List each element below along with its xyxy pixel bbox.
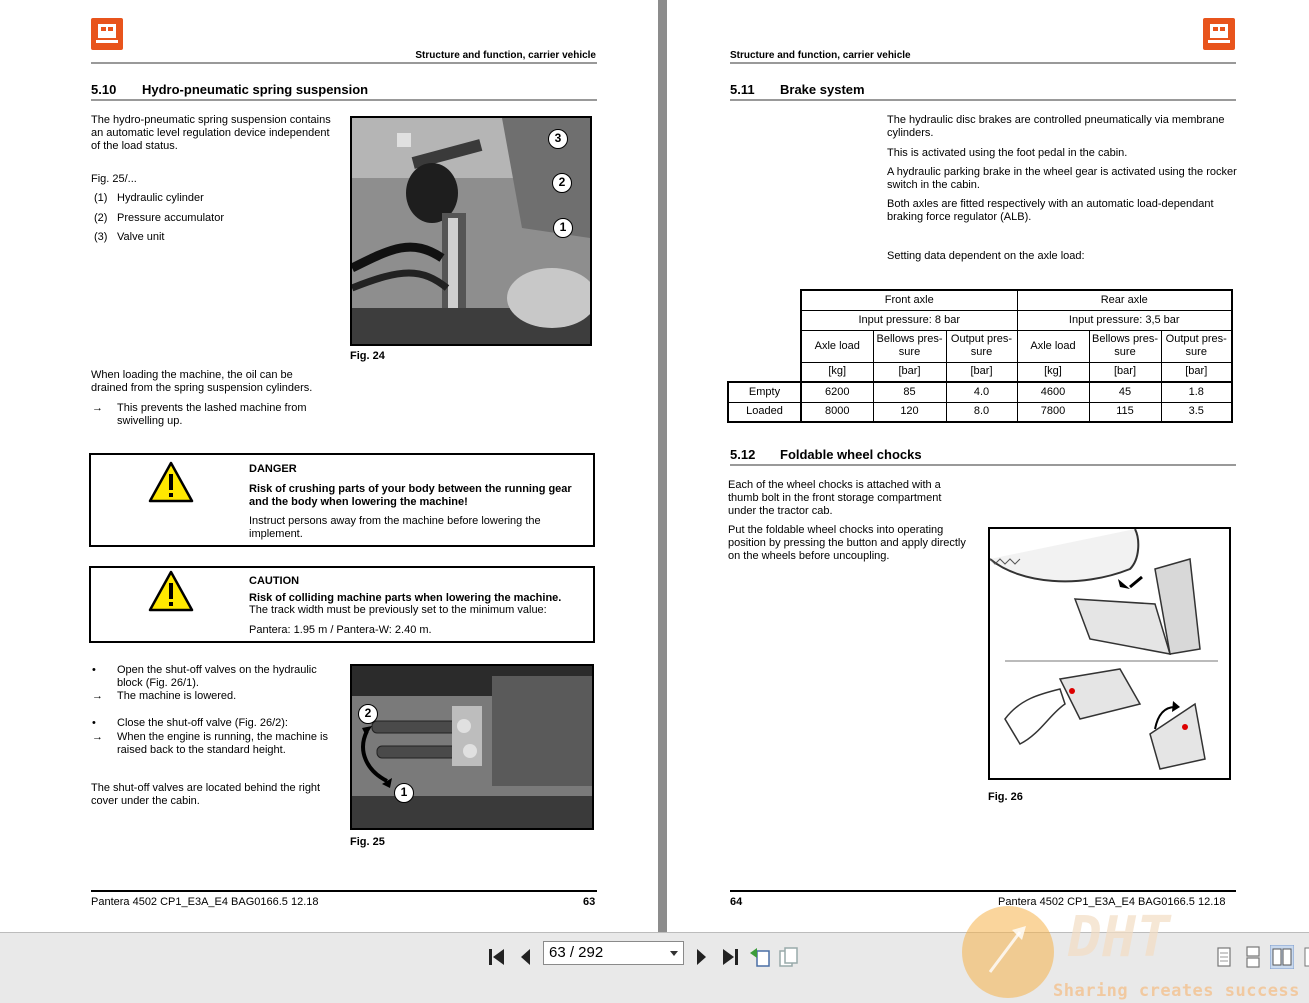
running-head: Structure and function, carrier vehicle bbox=[415, 50, 596, 61]
back-view-icon[interactable] bbox=[748, 945, 772, 969]
valve-photo-icon bbox=[352, 666, 592, 828]
callout-1: 1 bbox=[394, 783, 414, 803]
table-cell: 4600 bbox=[1017, 382, 1089, 402]
fig-25-caption: Fig. 25 bbox=[350, 836, 385, 848]
section-rule bbox=[730, 464, 1236, 466]
brake-paragraph: The hydraulic disc brakes are controlled pneumatically via membrane cylinders. bbox=[887, 114, 1225, 139]
table-cell: 8.0 bbox=[946, 402, 1017, 422]
warning-triangle-icon bbox=[148, 570, 194, 612]
front-axle-header: Front axle bbox=[801, 290, 1017, 310]
callout-1: 1 bbox=[553, 218, 573, 238]
caution-values: Pantera: 1.95 m / Pantera-W: 2.40 m. bbox=[249, 624, 432, 636]
caution-bold-text: Risk of colliding machine parts when lowering the machine. bbox=[249, 592, 562, 604]
caution-box bbox=[89, 566, 595, 643]
danger-box bbox=[89, 453, 595, 547]
wheel-chock-drawing-icon bbox=[990, 529, 1229, 778]
fig-26-caption: Fig. 26 bbox=[988, 791, 1023, 803]
col-bellows: Bellows pres-sure bbox=[1089, 330, 1161, 362]
running-head: Structure and function, carrier vehicle bbox=[730, 50, 911, 61]
callout-3: 3 bbox=[548, 129, 568, 149]
fig-24-caption: Fig. 24 bbox=[350, 350, 385, 362]
two-page-continuous-view-icon[interactable] bbox=[1297, 945, 1309, 969]
table-cell: 115 bbox=[1089, 402, 1161, 422]
valves-note: The shut-off valves are located behind the right cover under the cabin. bbox=[91, 782, 321, 807]
table-cell: 6200 bbox=[801, 382, 873, 402]
warning-triangle-icon bbox=[148, 461, 194, 503]
col-output: Output pres-sure bbox=[946, 330, 1017, 362]
header-rule bbox=[91, 62, 597, 64]
brake-data-table bbox=[727, 289, 1233, 423]
table-row bbox=[728, 402, 1232, 422]
unit-bar: [bar] bbox=[1089, 362, 1161, 382]
caution-text: The track width must be previously set to the minimum value: bbox=[249, 604, 547, 616]
table-cell: 7800 bbox=[1017, 402, 1089, 422]
step-2-result: When the engine is running, the machine is raised back to the standard height. bbox=[117, 731, 328, 756]
unit-bar: [bar] bbox=[1161, 362, 1232, 382]
unit-bar: [bar] bbox=[946, 362, 1017, 382]
table-cell: 85 bbox=[873, 382, 946, 402]
section-number: 5.10 bbox=[91, 82, 117, 97]
unit-bar: [bar] bbox=[873, 362, 946, 382]
brake-paragraph: A hydraulic parking brake in the wheel gear is activated using the rocker switch in the cabin. bbox=[887, 166, 1237, 191]
caution-heading: CAUTION bbox=[249, 575, 300, 587]
danger-bold-text: Risk of crushing parts of your body between the running gear and the body when lowering the machine! bbox=[249, 483, 572, 508]
chevron-down-icon[interactable] bbox=[670, 951, 678, 956]
previous-page-icon[interactable] bbox=[514, 945, 538, 969]
page-number-field[interactable] bbox=[543, 941, 684, 965]
bullet-symbol: • bbox=[92, 717, 96, 729]
header-rule bbox=[730, 62, 1236, 64]
step-2: Close the shut-off valve (Fig. 26/2): bbox=[117, 717, 288, 729]
rear-axle-pressure: Input pressure: 3,5 bar bbox=[1017, 310, 1232, 330]
amazone-logo bbox=[1203, 18, 1235, 50]
loading-result: This prevents the lashed machine from swivelling up. bbox=[117, 402, 307, 427]
table-cell: 45 bbox=[1089, 382, 1161, 402]
row-label: Empty bbox=[728, 382, 801, 402]
watermark-brand: DHT bbox=[1068, 905, 1171, 970]
fig-ref: Fig. 25/... bbox=[91, 173, 137, 185]
arrow-symbol: → bbox=[92, 731, 103, 743]
legend-item: (2) bbox=[94, 212, 108, 224]
single-page-view-icon[interactable] bbox=[1212, 945, 1236, 969]
page-number: 64 bbox=[730, 896, 743, 908]
page-63 bbox=[0, 0, 658, 932]
brake-paragraph: Both axles are fitted respectively with an automatic load-dependant braking force regulator (ALB). bbox=[887, 198, 1214, 223]
rear-axle-header: Rear axle bbox=[1017, 290, 1232, 310]
forward-view-icon[interactable] bbox=[777, 945, 801, 969]
table-cell: 3.5 bbox=[1161, 402, 1232, 422]
legend-item: (3) bbox=[94, 231, 108, 243]
col-axle-load: Axle load bbox=[1017, 330, 1089, 362]
fig-25-photo bbox=[350, 664, 594, 830]
intro-text: The hydro-pneumatic spring suspension contains an automatic level regulation device independent of the load status. bbox=[91, 114, 331, 152]
legend-label: Valve unit bbox=[117, 231, 165, 243]
watermark-slogan: Sharing creates success bbox=[1053, 981, 1300, 1001]
amazone-logo bbox=[91, 18, 123, 50]
brake-paragraph: This is activated using the foot pedal in the cabin. bbox=[887, 147, 1128, 159]
table-cell: 4.0 bbox=[946, 382, 1017, 402]
table-row bbox=[728, 382, 1232, 402]
legend-label: Hydraulic cylinder bbox=[117, 192, 204, 204]
footer-doc-id: Pantera 4502 CP1_E3A_E4 BAG0166.5 12.18 bbox=[998, 896, 1226, 908]
page-number: 63 bbox=[583, 896, 596, 908]
legend-item: (1) bbox=[94, 192, 108, 204]
row-label: Loaded bbox=[728, 402, 801, 422]
table-cell: 1.8 bbox=[1161, 382, 1232, 402]
last-page-icon[interactable] bbox=[718, 945, 742, 969]
fig-26-illustration bbox=[988, 527, 1231, 780]
step-1: Open the shut-off valves on the hydraulic block (Fig. 26/1). bbox=[117, 664, 317, 689]
next-page-icon[interactable] bbox=[689, 945, 713, 969]
unit-kg: [kg] bbox=[801, 362, 873, 382]
callout-2: 2 bbox=[358, 704, 378, 724]
page-64 bbox=[667, 0, 1309, 932]
loading-text: When loading the machine, the oil can be drained from the spring suspension cylinders. bbox=[91, 369, 313, 394]
danger-text: Instruct persons away from the machine before lowering the implement. bbox=[249, 515, 541, 540]
unit-kg: [kg] bbox=[1017, 362, 1089, 382]
two-page-view-icon[interactable] bbox=[1270, 945, 1294, 969]
section-title: Hydro-pneumatic spring suspension bbox=[142, 82, 369, 97]
callout-2: 2 bbox=[552, 173, 572, 193]
arrow-symbol: → bbox=[92, 402, 103, 414]
section-rule bbox=[91, 99, 597, 101]
footer-rule bbox=[91, 890, 597, 892]
col-bellows: Bellows pres-sure bbox=[873, 330, 946, 362]
section-number: 5.12 bbox=[730, 447, 756, 462]
table-cell: 120 bbox=[873, 402, 946, 422]
danger-heading: DANGER bbox=[249, 463, 297, 475]
col-axle-load: Axle load bbox=[801, 330, 873, 362]
watermark-logo-icon bbox=[960, 904, 1056, 1000]
section-title: Foldable wheel chocks bbox=[780, 447, 922, 462]
section-title: Brake system bbox=[780, 82, 865, 97]
setting-label: Setting data dependent on the axle load: bbox=[887, 250, 1085, 262]
col-output: Output pres-sure bbox=[1161, 330, 1232, 362]
bullet-symbol: • bbox=[92, 664, 96, 676]
continuous-view-icon[interactable] bbox=[1241, 945, 1265, 969]
step-1-result: The machine is lowered. bbox=[117, 690, 237, 702]
chocks-text: Each of the wheel chocks is attached with a thumb bolt in the front storage compartment under the tractor cab. bbox=[728, 479, 942, 517]
section-rule bbox=[730, 99, 1236, 101]
footer-doc-id: Pantera 4502 CP1_E3A_E4 BAG0166.5 12.18 bbox=[91, 896, 319, 908]
fig-24-photo bbox=[350, 116, 592, 346]
page-indicator: 63 / 292 bbox=[549, 944, 604, 961]
chocks-text: Put the foldable wheel chocks into operating position by pressing the button and apply directly on the wheels before uncoupling. bbox=[728, 524, 966, 562]
front-axle-pressure: Input pressure: 8 bar bbox=[801, 310, 1017, 330]
first-page-icon[interactable] bbox=[485, 945, 509, 969]
footer-rule bbox=[730, 890, 1236, 892]
arrow-symbol: → bbox=[92, 690, 103, 702]
table-cell: 8000 bbox=[801, 402, 873, 422]
legend-label: Pressure accumulator bbox=[117, 212, 224, 224]
section-number: 5.11 bbox=[730, 82, 755, 97]
